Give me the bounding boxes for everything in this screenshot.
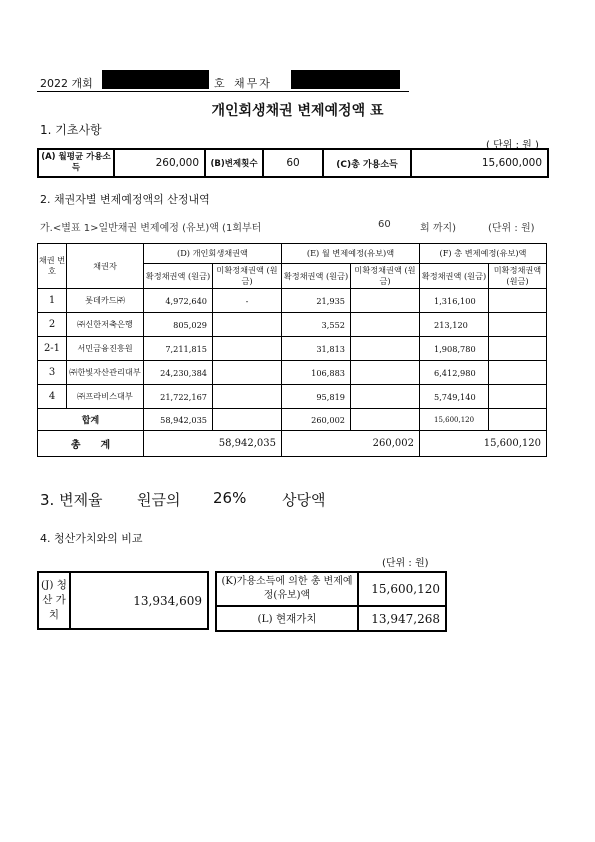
row-e-unconfirmed: [351, 337, 420, 361]
present-value-table: [215, 571, 447, 632]
subtotal-f-confirmed: 15,600,120: [420, 409, 489, 431]
row-no: 2: [38, 313, 67, 337]
redacted-case-number: [102, 70, 209, 89]
k-label: (K)가용소득에 의한 총 변제예정(유보)액: [216, 572, 358, 606]
row-e-unconfirmed: [351, 289, 420, 313]
total-f: 15,600,120: [420, 431, 547, 457]
row-f-confirmed: 213,120: [420, 313, 489, 337]
section1-unit: ( 단위 : 원 ): [486, 140, 539, 151]
row-f-unconfirmed: [489, 289, 547, 313]
table-row: [38, 337, 547, 361]
subline-count: 60: [378, 219, 391, 230]
subline-suffix: 회 까지): [420, 223, 457, 234]
section2-unit: (단위 : 원): [488, 223, 535, 234]
j-value: 13,934,609: [70, 572, 208, 629]
col-d-header: (D) 개인회생채권액: [144, 244, 282, 264]
row-d-confirmed: 7,211,815: [144, 337, 213, 361]
row-creditor: ㈜신한저축은행: [67, 313, 144, 337]
l-value: 13,947,268: [358, 606, 446, 631]
section4-unit: (단위 : 원): [382, 558, 429, 569]
redacted-debtor-name: [291, 70, 400, 89]
col-creditor-header: 채권자: [67, 244, 144, 289]
row-no: 2-1: [38, 337, 67, 361]
equivalent-label: 상당액: [282, 491, 326, 509]
subline-prefix: 가.<별표 1>일반채권 변제예정 (유보)액 (1회부터: [40, 223, 262, 234]
total-row: [38, 431, 547, 457]
table-row: [38, 385, 547, 409]
total-d: 58,942,035: [144, 431, 282, 457]
section1-heading: 1. 기초사항: [40, 123, 102, 137]
row-f-unconfirmed: [489, 385, 547, 409]
row-f-unconfirmed: [489, 337, 547, 361]
row-no: 4: [38, 385, 67, 409]
row-creditor: ㈜프라비스대부: [67, 385, 144, 409]
row-f-confirmed: 1,908,780: [420, 337, 489, 361]
row-f-confirmed: 5,749,140: [420, 385, 489, 409]
row-d-unconfirmed: [213, 313, 282, 337]
monthly-income-value: 260,000: [114, 149, 205, 177]
case-suffix-label: 호: [214, 77, 225, 90]
row-d-confirmed: 4,972,640: [144, 289, 213, 313]
row-creditor: 서민금융진흥원: [67, 337, 144, 361]
k-value: 15,600,120: [358, 572, 446, 606]
row-d-unconfirmed: [213, 361, 282, 385]
row-e-confirmed: 31,813: [282, 337, 351, 361]
row-no: 3: [38, 361, 67, 385]
table-row: [38, 361, 547, 385]
row-d-confirmed: 24,230,384: [144, 361, 213, 385]
row-e-unconfirmed: [351, 361, 420, 385]
j-label: (J) 청산 가치: [38, 572, 70, 629]
row-d-unconfirmed: -: [213, 289, 282, 313]
d-confirmed-header: 확정채권액 (원금): [144, 264, 213, 289]
e-unconfirmed-header: 미확정채권액 (원금): [351, 264, 420, 289]
total-e: 260,002: [282, 431, 420, 457]
subtotal-d-confirmed: 58,942,035: [144, 409, 213, 431]
row-e-unconfirmed: [351, 313, 420, 337]
section4-heading: 4. 청산가치와의 비교: [40, 532, 143, 545]
l-label: (L) 현재가치: [216, 606, 358, 631]
total-label: 총 계: [38, 431, 144, 457]
total-income-value: 15,600,000: [411, 149, 548, 177]
basic-info-table: [37, 148, 549, 178]
liquidation-value-table: [37, 571, 209, 630]
row-no: 1: [38, 289, 67, 313]
total-income-label: (C)총 가용소득: [323, 149, 411, 177]
row-e-confirmed: 95,819: [282, 385, 351, 409]
f-unconfirmed-header: 미확정채권액 (원금): [489, 264, 547, 289]
row-e-confirmed: 3,552: [282, 313, 351, 337]
f-confirmed-header: 확정채권액 (원금): [420, 264, 489, 289]
section2-subline: [40, 219, 535, 234]
row-f-confirmed: 6,412,980: [420, 361, 489, 385]
row-f-unconfirmed: [489, 313, 547, 337]
debtor-label: 채무자: [234, 77, 272, 90]
d-unconfirmed-header: 미확정채권액 (원금): [213, 264, 282, 289]
col-e-header: (E) 월 변제예정(유보)액: [282, 244, 420, 264]
principal-label: 원금의: [137, 491, 181, 509]
col-f-header: (F) 총 변제예정(유보)액: [420, 244, 547, 264]
repayment-rate: 26%: [213, 489, 247, 507]
row-e-confirmed: 21,935: [282, 289, 351, 313]
subtotal-row: [38, 409, 547, 431]
section3-heading: 3. 변제율: [40, 491, 103, 509]
case-year-label: 2022 개회: [40, 77, 93, 90]
subtotal-f-unconfirmed: [489, 409, 547, 431]
row-e-unconfirmed: [351, 385, 420, 409]
table-row: [38, 313, 547, 337]
col-no-header: 채권 번호: [38, 244, 67, 289]
page-title: 개인회생채권 변제예정액 표: [211, 103, 384, 119]
row-e-confirmed: 106,883: [282, 361, 351, 385]
row-d-unconfirmed: [213, 385, 282, 409]
row-f-confirmed: 1,316,100: [420, 289, 489, 313]
section2-heading: 2. 채권자별 변제예정액의 산정내역: [40, 193, 210, 206]
subtotal-d-unconfirmed: [213, 409, 282, 431]
payment-count-label: (B)변제횟수: [205, 149, 263, 177]
row-creditor: 롯데카드㈜: [67, 289, 144, 313]
row-creditor: ㈜한빛자산관리대부: [67, 361, 144, 385]
subtotal-label: 합계: [38, 409, 144, 431]
e-confirmed-header: 확정채권액 (원금): [282, 264, 351, 289]
row-d-confirmed: 805,029: [144, 313, 213, 337]
table-row: [38, 289, 547, 313]
monthly-income-label: (A) 월평균 가용소득: [38, 149, 114, 177]
row-d-confirmed: 21,722,167: [144, 385, 213, 409]
subtotal-e-confirmed: 260,002: [282, 409, 351, 431]
header-rule: [37, 91, 409, 92]
row-d-unconfirmed: [213, 337, 282, 361]
payment-count-value: 60: [263, 149, 323, 177]
creditor-table: [37, 243, 547, 457]
row-f-unconfirmed: [489, 361, 547, 385]
subtotal-e-unconfirmed: [351, 409, 420, 431]
